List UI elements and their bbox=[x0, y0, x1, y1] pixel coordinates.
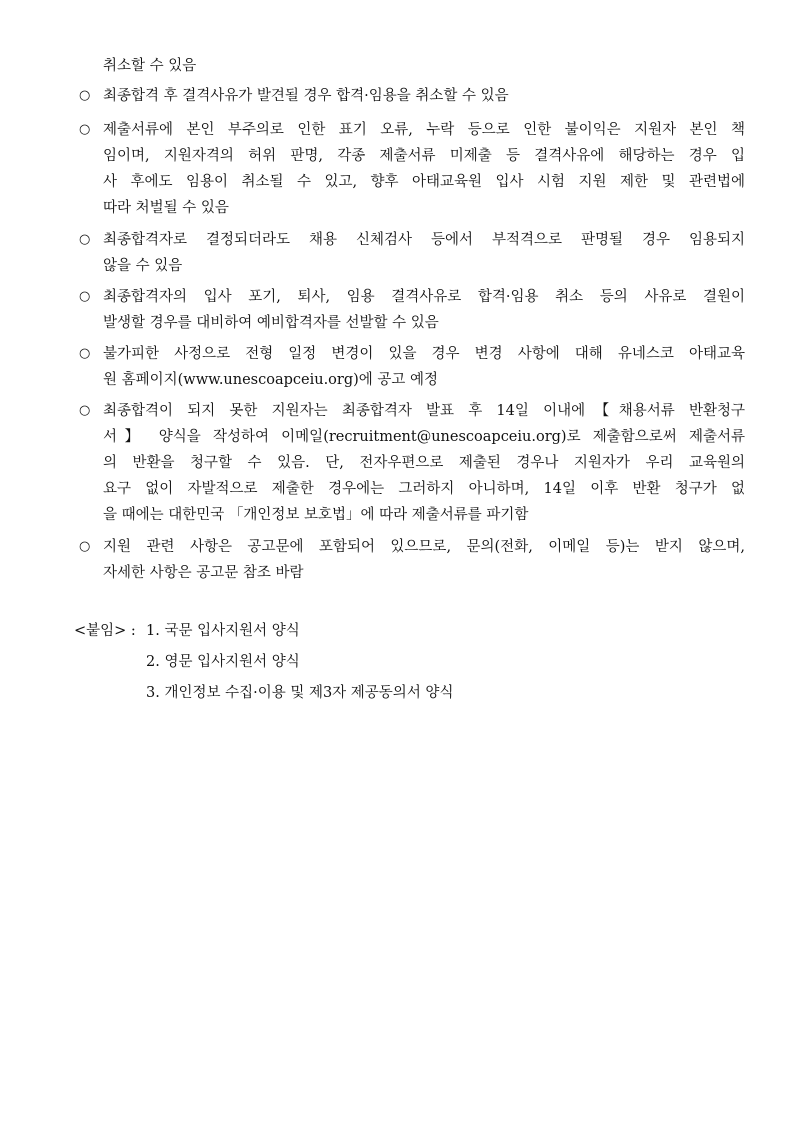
item-line: 따라 처벌될 수 있음 bbox=[103, 200, 229, 216]
item-line: 최종합격자로 결정되더라도 채용 신체검사 등에서 부적격으로 판명될 경우 임용되지 bbox=[103, 232, 745, 248]
item-line: 지원 관련 사항은 공고문에 포함되어 있으므로, 문의(전화, 이메일 등)는 받지 않으며, bbox=[103, 539, 745, 555]
bullet-circle: ○ bbox=[79, 122, 91, 137]
item-line: 서】 양식을 작성하여 이메일(recruitment@unescoapceiu.org)로 제출함으로써 제출서류 bbox=[103, 429, 745, 445]
item-line: 자세한 사항은 공고문 참조 바람 bbox=[103, 565, 304, 581]
attachment-item: 3. 개인정보 수집·이용 및 제3자 제공동의서 양식 bbox=[146, 685, 454, 701]
bullet-circle: ○ bbox=[79, 539, 91, 554]
item-line: 을 때에는 대한민국 「개인정보 보호법」에 따라 제출서류를 파기함 bbox=[103, 507, 529, 523]
bullet-circle: ○ bbox=[79, 232, 91, 247]
continuation-text: 취소할 수 있음 bbox=[103, 58, 197, 74]
item-line: 최종합격 후 결격사유가 발견될 경우 합격·임용을 취소할 수 있음 bbox=[103, 88, 509, 104]
attachment-label: <붙임> : bbox=[74, 623, 136, 639]
item-line: 제출서류에 본인 부주의로 인한 표기 오류, 누락 등으로 인한 불이익은 지원자 본인 책 bbox=[103, 122, 745, 138]
item-line: 의 반환을 청구할 수 있음. 단, 전자우편으로 제출된 경우나 지원자가 우리 교육원의 bbox=[103, 455, 745, 471]
item-line: 불가피한 사정으로 전형 일정 변경이 있을 경우 변경 사항에 대해 유네스코 아태교육 bbox=[103, 346, 745, 362]
item-line: 최종합격자의 입사 포기, 퇴사, 임용 결격사유로 합격·임용 취소 등의 사유로 결원이 bbox=[103, 289, 745, 305]
item-line: 임이며, 지원자격의 허위 판명, 각종 제출서류 미제출 등 결격사유에 해당하는 경우 입 bbox=[103, 148, 745, 164]
item-line: 않을 수 있음 bbox=[103, 258, 183, 274]
item-line: 최종합격이 되지 못한 지원자는 최종합격자 발표 후 14일 이내에【채용서류 반환청구 bbox=[103, 403, 745, 419]
attachment-item: 1. 국문 입사지원서 양식 bbox=[146, 623, 300, 639]
bullet-circle: ○ bbox=[79, 88, 91, 103]
bullet-circle: ○ bbox=[79, 289, 91, 304]
item-line: 원 홈페이지(www.unescoapceiu.org)에 공고 예정 bbox=[103, 372, 439, 388]
bullet-circle: ○ bbox=[79, 403, 91, 418]
item-line: 사 후에도 임용이 취소될 수 있고, 향후 아태교육원 입사 시험 지원 제한 및 관련법에 bbox=[103, 174, 745, 190]
bullet-circle: ○ bbox=[79, 346, 91, 361]
item-line: 요구 없이 자발적으로 제출한 경우에는 그러하지 아니하며, 14일 이후 반환 청구가 없 bbox=[103, 481, 745, 497]
item-line: 발생할 경우를 대비하여 예비합격자를 선발할 수 있음 bbox=[103, 315, 439, 331]
attachment-item: 2. 영문 입사지원서 양식 bbox=[146, 654, 300, 670]
